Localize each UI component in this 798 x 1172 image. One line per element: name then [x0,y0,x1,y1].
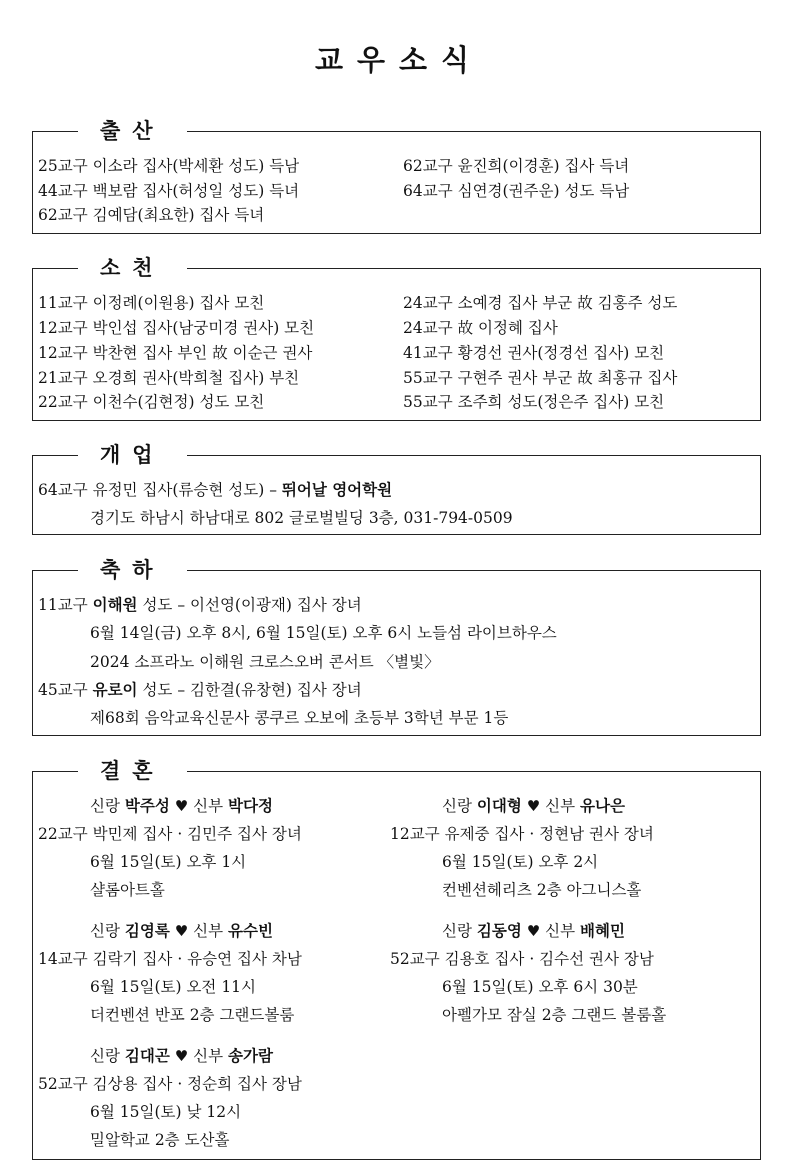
bride-label: 신부 [193,922,224,940]
opening-line-1 [38,480,392,500]
heart-icon: ♥ [526,922,541,940]
opening-business-name: 뛰어날 영어학원 [281,480,393,499]
wedding-couple-names [442,796,625,816]
birth-left-2: 44교구 백보람 집사(허성일 성도) 득녀 [38,182,300,200]
wedding-parents [390,824,654,844]
wedding-parents [38,1074,302,1094]
death-right-3: 41교구 황경선 권사(정경선 집사) 모친 [403,344,665,362]
wedding-parish: 52교구 [38,1075,88,1093]
wedding-parish: 22교구 [38,825,88,843]
death-right-1: 24교구 소예경 집사 부군 故 김홍주 성도 [403,294,678,312]
wedding-venue: 더컨벤션 반포 2층 그랜드볼룸 [90,1006,295,1024]
wedding-heading: 결혼 [78,758,187,784]
celebration-item-1-event: 2024 소프라노 이해원 크로스오버 콘서트 〈별빛〉 [90,653,440,671]
groom-label: 신랑 [90,922,120,940]
bride-label: 신부 [545,922,576,940]
groom-name: 김대곤 [124,1046,170,1065]
celebration-item-1-name: 이해원 [92,595,138,614]
death-left-2: 12교구 박인섭 집사(남궁미경 권사) 모친 [38,319,315,337]
wedding-parents-names: 김상용 집사 · 정순희 집사 장남 [92,1075,302,1093]
birth-left-1: 25교구 이소라 집사(박세환 성도) 득남 [38,157,300,175]
wedding-parents-names: 유제중 집사 · 정현남 권사 장녀 [444,825,654,843]
groom-name: 김동영 [476,921,522,940]
death-right-5: 55교구 조주희 성도(정은주 집사) 모친 [403,393,665,411]
birth-heading: 출산 [78,118,187,144]
death-left-5: 22교구 이천수(김현정) 성도 모친 [38,393,265,411]
wedding-couple-names [90,1046,273,1066]
wedding-couple-names [442,921,625,941]
wedding-date: 6월 15일(토) 낮 12시 [90,1103,242,1121]
groom-label: 신랑 [90,797,120,815]
wedding-venue: 밀알학교 2층 도산홀 [90,1131,230,1149]
opening-address: 경기도 하남시 하남대로 802 글로벌빌딩 3층, 031-794-0509 [90,509,513,527]
wedding-parents-names: 김용호 집사 · 김수선 권사 장남 [444,950,654,968]
celebration-item-2-award: 제68회 음악교육신문사 콩쿠르 오보에 초등부 3학년 부문 1등 [90,709,509,727]
bride-name: 박다정 [228,796,273,815]
heart-icon: ♥ [174,1047,189,1065]
wedding-parish: 14교구 [38,950,88,968]
groom-name: 김영록 [124,921,170,940]
celebration-item-1-schedule: 6월 14일(금) 오후 8시, 6월 15일(토) 오후 6시 노들섬 라이브하우스 [90,624,557,642]
heart-icon: ♥ [174,797,189,815]
wedding-venue: 컨벤션헤리츠 2층 아그니스홀 [442,881,642,899]
groom-name: 이대형 [476,796,522,815]
bride-name: 배혜민 [580,921,625,940]
wedding-parents-names: 김락기 집사 · 유승연 집사 차남 [92,950,302,968]
wedding-parents-names: 박민제 집사 · 김민주 집사 장녀 [92,825,302,843]
wedding-venue: 아펠가모 잠실 2층 그랜드 볼룸홀 [442,1006,667,1024]
celebration-item-2 [38,680,362,700]
page-title: 교우소식 [314,43,484,77]
bride-label: 신부 [545,797,576,815]
opening-heading: 개업 [78,442,187,468]
bride-label: 신부 [193,797,224,815]
groom-label: 신랑 [442,922,472,940]
wedding-date: 6월 15일(토) 오전 11시 [90,978,257,996]
wedding-parents [38,824,302,844]
wedding-date: 6월 15일(토) 오후 1시 [90,853,247,871]
celebration-item-2-rest: 성도 – 김한결(유창현) 집사 장녀 [137,681,362,699]
wedding-parish: 12교구 [390,825,440,843]
death-left-4: 21교구 오경희 권사(박희철 집사) 부친 [38,369,300,387]
celebration-heading: 축하 [78,557,187,583]
wedding-parents [390,949,654,969]
bride-name: 송가람 [228,1046,273,1065]
groom-label: 신랑 [442,797,472,815]
wedding-couple-names [90,921,273,941]
wedding-parents [38,949,302,969]
death-heading: 소천 [78,255,187,281]
death-left-3: 12교구 박찬현 집사 부인 故 이순근 권사 [38,344,313,362]
death-right-2: 24교구 故 이정혜 집사 [403,319,558,337]
celebration-item-1 [38,595,362,615]
opening-owner: 64교구 유정민 집사(류승현 성도) – [38,481,282,499]
heart-icon: ♥ [174,922,189,940]
bride-name: 유수빈 [228,921,273,940]
groom-label: 신랑 [90,1047,120,1065]
groom-name: 박주성 [124,796,170,815]
bride-label: 신부 [193,1047,224,1065]
bride-name: 유나은 [580,796,625,815]
death-left-1: 11교구 이정례(이원용) 집사 모친 [38,294,265,312]
celebration-item-1-parish: 11교구 [38,596,93,614]
celebration-item-1-rest: 성도 – 이선영(이광재) 집사 장녀 [137,596,362,614]
wedding-couple-names [90,796,273,816]
birth-left-3: 62교구 김예담(최요한) 집사 득녀 [38,206,265,224]
celebration-item-2-parish: 45교구 [38,681,93,699]
wedding-date: 6월 15일(토) 오후 6시 30분 [442,978,638,996]
celebration-item-2-name: 유로이 [92,680,138,699]
birth-right-1: 62교구 윤진희(이경훈) 집사 득녀 [403,157,630,175]
wedding-date: 6월 15일(토) 오후 2시 [442,853,599,871]
heart-icon: ♥ [526,797,541,815]
death-right-4: 55교구 구현주 권사 부군 故 최홍규 집사 [403,369,678,387]
wedding-venue: 샬롬아트홀 [90,881,165,899]
wedding-parish: 52교구 [390,950,440,968]
birth-right-2: 64교구 심연경(권주운) 성도 득남 [403,182,630,200]
